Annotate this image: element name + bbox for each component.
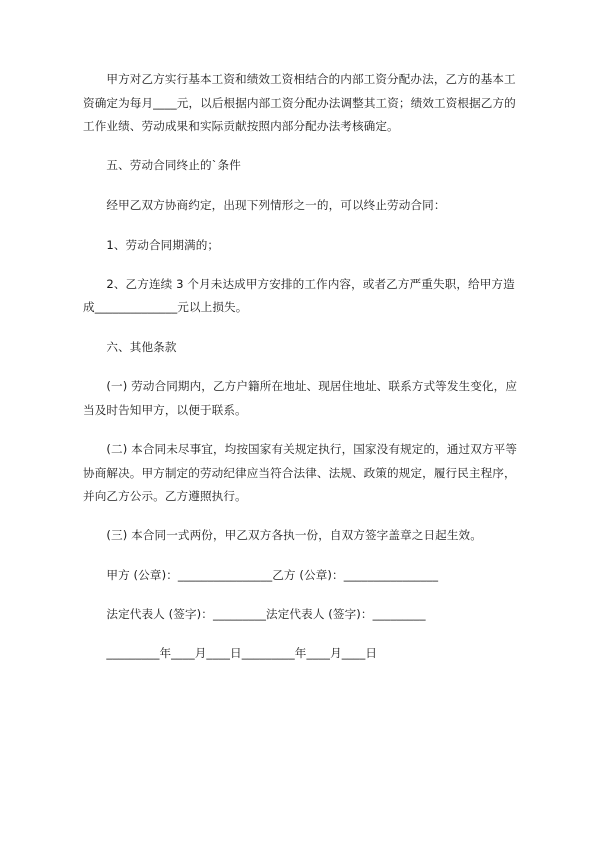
- termination-item-2-line-2: 成______________元以上损失。: [83, 300, 248, 314]
- other-clause-3: (三) 本合同一式两份，甲乙双方各执一份，自双方签字盖章之日起生效。: [83, 528, 482, 542]
- wage-clause-line-1: 甲方对乙方实行基本工资和绩效工资相结合的内部工资分配办法，乙方的基本工: [83, 72, 516, 86]
- other-clause-2-line-2: 协商解决。甲方制定的劳动纪律应当符合法律、法规、政策的规定，履行民主程序，: [83, 466, 516, 480]
- wage-clause-line-2: 资确定为每月____元，以后根据内部工资分配办法调整其工资；绩效工资根据乙方的: [83, 96, 516, 110]
- section-5-heading: 五、劳动合同终止的`条件: [83, 158, 241, 172]
- termination-item-2-line-1: 2、乙方连续 3 个月未达成甲方安排的工作内容，或者乙方严重失职，给甲方造: [83, 277, 515, 291]
- legal-representative-signature-line: 法定代表人 (签字)：_________法定代表人 (签字)：_________: [83, 607, 426, 621]
- other-clause-2-line-1: (二) 本合同未尽事宜，均按国家有关规定执行，国家没有规定的，通过双方平等: [83, 442, 518, 456]
- seal-signature-line: 甲方 (公章)：________________乙方 (公章)：________________: [83, 568, 439, 582]
- termination-intro: 经甲乙双方协商约定，出现下列情形之一的，可以终止劳动合同：: [83, 198, 446, 212]
- termination-item-1: 1、劳动合同期满的；: [83, 238, 220, 252]
- other-clause-1-line-1: (一) 劳动合同期内，乙方户籍所在地址、现居住地址、联系方式等发生变化，应: [83, 379, 518, 393]
- other-clause-1-line-2: 当及时告知甲方，以便于联系。: [83, 403, 247, 417]
- date-line: _________年____月____日_________年____月____日: [83, 646, 378, 660]
- other-clause-2-line-3: 并向乙方公示。乙方遵照执行。: [83, 489, 247, 503]
- section-6-heading: 六、其他条款: [83, 340, 177, 354]
- wage-clause-line-3: 工作业绩、劳动成果和实际贡献按照内部分配办法考核确定。: [83, 119, 399, 133]
